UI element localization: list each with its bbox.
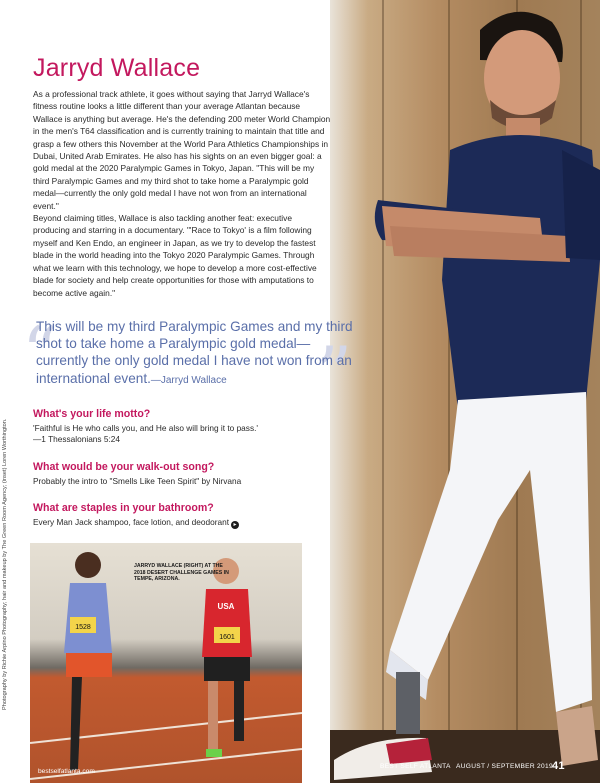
article-paragraph: As a professional track athlete, it goes without saying that Jarryd Wallace's fitness routine looks a little different than your average Atlantan because Wallace is anything but average. He's the defending 200 meter World Champion in the men's T64 classification and is currently training to maintain that title and grasp a few others this November at the World Para Athletics Championships in Dubai, United Arab Emirates. He also has his sights on an even bigger goal: a gold medal at the 2020 Paralympic Games in Tokyo, Japan. "This will be my third Paralympic Games and my third shot to take home a Paralympic gold medal—currently the only gold medal I have not won from an international event." <box>33 89 331 211</box>
jersey-text: USA <box>217 602 235 611</box>
photo-credit: Photography by Richie Arpino Photography; hair and makeup by The Green Room Agency; (inset) Loren Worthington. <box>2 418 8 710</box>
runner-left-shorts <box>66 653 112 677</box>
shirt-sleeve-right <box>562 150 600 260</box>
pull-quote-text <box>36 318 354 389</box>
article-paragraph: Beyond claiming titles, Wallace is also tackling another feat: executive producing and starring in a documentary. "'Race to Tokyo' is a film following myself and Ken Endo, an engineer in Japan, as we try to develop the fastest blade in the world heading into the Tokyo 2020 Paralympic Games. Through what we learn with this technology, we hope to develop a more cost-effective blade for society and help create opportunities for those with amputations to become active again." <box>33 213 317 298</box>
runner-left-head <box>75 552 101 578</box>
open-quote-mark: “ <box>22 312 58 394</box>
athlete-figure <box>330 0 600 783</box>
website-url: bestselfatlanta.com <box>38 768 95 775</box>
qa-item-life-motto <box>33 408 333 445</box>
qa-question: What would be your walk-out song? <box>33 461 215 473</box>
footer-magazine-name: BEST SELF ATLANTA <box>380 763 451 770</box>
white-pants <box>390 392 592 712</box>
running-blade <box>234 681 244 741</box>
qa-question: What are staples in your bathroom? <box>33 502 214 514</box>
runner-left-bib-number: 1528 <box>75 624 91 631</box>
inset-photo <box>30 543 302 783</box>
page-number: 41 <box>552 760 565 772</box>
hero-photo <box>330 0 600 783</box>
runner-right-leg <box>208 681 218 751</box>
qa-answer-text: Every Man Jack shampoo, face lotion, and deodorant <box>33 517 230 527</box>
runner-right-jersey <box>202 589 252 657</box>
article-title: Jarryd Wallace <box>33 54 201 82</box>
right-foot <box>556 706 598 766</box>
qa-question: What's your life motto? <box>33 408 151 420</box>
qa-answer <box>33 517 333 529</box>
page-footer <box>380 762 595 776</box>
end-of-article-icon: ▸ <box>231 521 239 529</box>
prosthetic-leg <box>396 672 420 734</box>
qa-item-walkout-song <box>33 461 333 487</box>
inset-caption: JARRYD WALLACE (RIGHT) AT THE 2018 DESERT CHALLENGE GAMES IN TEMPE, ARIZONA. <box>134 563 229 583</box>
runner-right-bib-number: 1601 <box>219 634 235 641</box>
running-blade <box>70 677 82 771</box>
footer-issue-date: AUGUST / SEPTEMBER 2019 <box>456 763 553 770</box>
runner-right-shorts <box>204 657 250 681</box>
pull-quote-body: This will be my third Paralympic Games and my third shot to take home a Paralympic gold medal—currently the only gold medal I have not won from an international event. <box>36 319 353 386</box>
qa-answer: Probably the intro to "Smells Like Teen Spirit" by Nirvana <box>33 476 242 486</box>
runner-right-shoe <box>206 749 222 757</box>
qa-answer-citation: —1 Thessalonians 5:24 <box>33 434 121 444</box>
pull-quote-attribution: —Jarryd Wallace <box>150 374 227 386</box>
qa-answer: 'Faithful is He who calls you, and He also will bring it to pass.' <box>33 423 258 433</box>
article-body <box>33 88 331 299</box>
close-quote-mark: ” <box>316 332 352 414</box>
qa-item-bathroom-staples <box>33 502 333 529</box>
